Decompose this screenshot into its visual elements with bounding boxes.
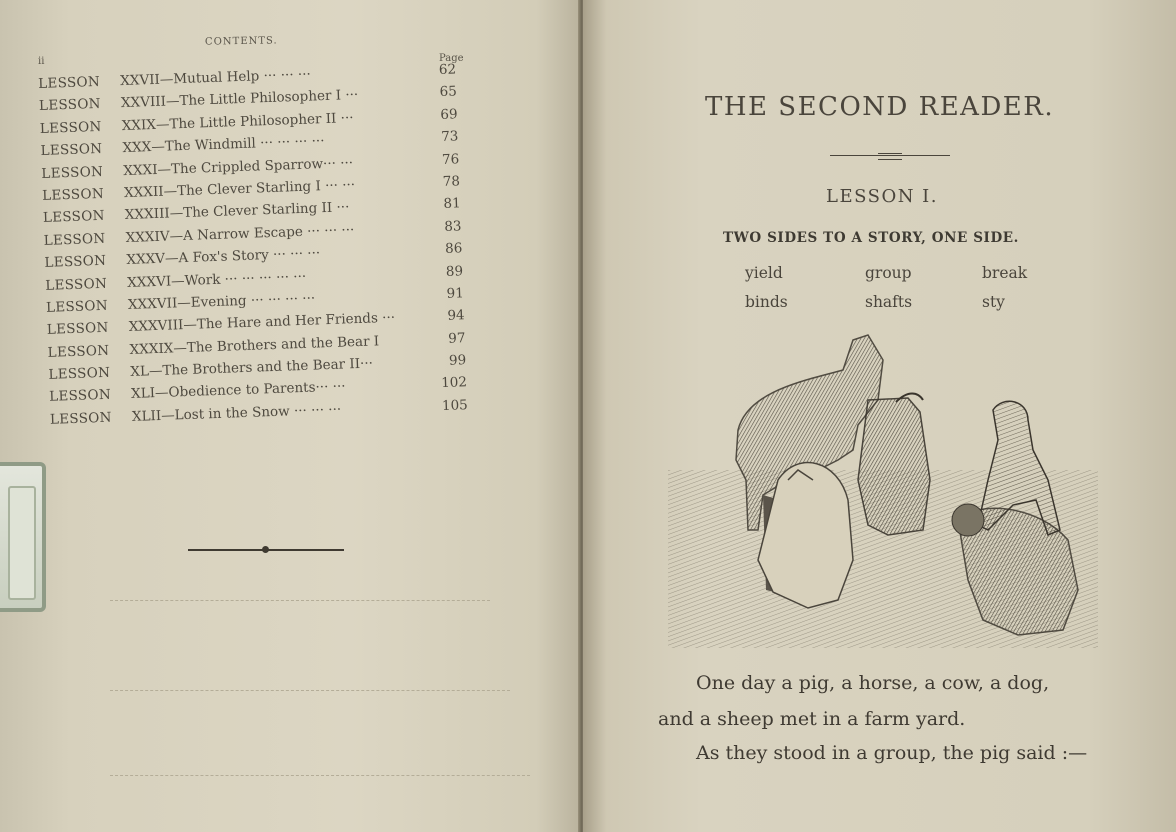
- toc-page-number: 91: [446, 285, 465, 302]
- divider-dot: [262, 546, 269, 553]
- toc-lesson-label: LESSON: [45, 275, 108, 294]
- left-page: [0, 0, 583, 832]
- table-of-contents: [38, 60, 510, 434]
- toc-lesson-label: LESSON: [44, 252, 107, 272]
- farmyard-animals-illustration: [668, 330, 1098, 652]
- toc-lesson-title: XLII—Lost in the Snow ··· ··· ···: [131, 401, 342, 425]
- toc-lesson-title: XXXI—The Crippled Sparrow··· ···: [123, 154, 354, 179]
- show-through-line: [110, 775, 530, 777]
- paragraph-line: One day a pig, a horse, a cow, a dog,: [696, 672, 1050, 694]
- toc-lesson-label: LESSON: [46, 319, 109, 339]
- toc-page-number: 76: [441, 150, 460, 168]
- toc-lesson-label: LESSON: [39, 118, 102, 137]
- cow: [858, 394, 930, 536]
- toc-page-number: 83: [444, 218, 462, 235]
- toc-lesson-title: XXXVII—Evening ··· ··· ··· ···: [127, 290, 316, 313]
- toc-lesson-label: LESSON: [42, 208, 105, 227]
- spelling-word: group: [865, 264, 912, 282]
- toc-lesson-title: XXXV—A Fox's Story ··· ··· ···: [126, 245, 321, 269]
- lesson-subtitle: TWO SIDES TO A STORY, ONE SIDE.: [723, 230, 1019, 246]
- paragraph-line: As they stood in a group, the pig said :—: [696, 742, 1088, 764]
- toc-lesson-title: XXXVIII—The Hare and Her Friends ···: [128, 309, 396, 336]
- lesson-heading: LESSON I.: [826, 186, 938, 207]
- spelling-word: binds: [745, 293, 788, 311]
- toc-lesson-title: XXXIX—The Brothers and the Bear I: [129, 332, 380, 358]
- toc-lesson-label: LESSON: [49, 409, 113, 428]
- show-through-line: [110, 690, 510, 692]
- book-clip-window: [8, 486, 36, 600]
- toc-page-number: 102: [440, 374, 468, 392]
- book-clip: [0, 462, 46, 612]
- page-title: THE SECOND READER.: [705, 92, 1055, 122]
- paragraph-line: and a sheep met in a farm yard.: [658, 708, 966, 730]
- toc-page-number: 86: [444, 240, 463, 258]
- spelling-word: sty: [982, 293, 1005, 311]
- toc-page-number: 105: [441, 397, 469, 414]
- toc-page-number: 99: [448, 352, 467, 369]
- toc-lesson-title: XXXIV—A Narrow Escape ··· ··· ···: [125, 221, 355, 246]
- toc-lesson-label: LESSON: [45, 297, 109, 316]
- toc-lesson-label: LESSON: [40, 140, 103, 160]
- toc-lesson-title: XL—The Brothers and the Bear II···: [130, 355, 374, 381]
- toc-page-number: 78: [442, 173, 461, 190]
- toc-page-number: 69: [440, 106, 458, 123]
- toc-lesson-title: XXVII—Mutual Help ··· ··· ···: [119, 66, 312, 90]
- toc-lesson-title: XXVIII—The Little Philosopher I ···: [120, 87, 359, 112]
- toc-lesson-label: LESSON: [41, 185, 105, 204]
- toc-lesson-label: LESSON: [41, 163, 104, 182]
- toc-lesson-title: XXX—The Windmill ··· ··· ··· ···: [122, 133, 325, 157]
- page-number: ii: [38, 56, 45, 67]
- toc-lesson-label: LESSON: [48, 387, 112, 406]
- toc-page-number: 94: [447, 307, 465, 325]
- spelling-word: yield: [745, 264, 783, 282]
- toc-lesson-title: XXXII—The Clever Starling I ··· ···: [123, 176, 356, 202]
- contents-heading: CONTENTS.: [204, 35, 278, 48]
- toc-page-number: 89: [445, 262, 464, 280]
- toc-lesson-title: XXXVI—Work ··· ··· ··· ··· ···: [126, 268, 307, 291]
- toc-lesson-label: LESSON: [38, 96, 102, 115]
- show-through-line: [110, 600, 490, 602]
- spelling-word: break: [982, 264, 1028, 282]
- title-ornament: [830, 153, 950, 159]
- toc-page-number: 62: [438, 61, 457, 79]
- toc-page-number: 97: [447, 329, 466, 347]
- toc-lesson-label: LESSON: [47, 342, 110, 361]
- toc-lesson-title: XXIX—The Little Philosopher II ···: [121, 109, 354, 134]
- divider-ornament: [188, 548, 344, 552]
- toc-page-number: 81: [443, 195, 461, 213]
- toc-page-number: 73: [440, 128, 459, 146]
- toc-lesson-title: XXXIII—The Clever Starling II ···: [124, 199, 350, 224]
- toc-lesson-title: XLI—Obedience to Parents··· ···: [130, 378, 346, 403]
- toc-lesson-label: LESSON: [43, 230, 106, 249]
- toc-page-number: 65: [439, 83, 458, 101]
- spelling-word: shafts: [865, 293, 913, 311]
- page-column-heading: Page: [439, 53, 464, 64]
- toc-lesson-label: LESSON: [38, 73, 101, 92]
- ornament-center: [878, 153, 902, 160]
- toc-lesson-label: LESSON: [48, 364, 111, 383]
